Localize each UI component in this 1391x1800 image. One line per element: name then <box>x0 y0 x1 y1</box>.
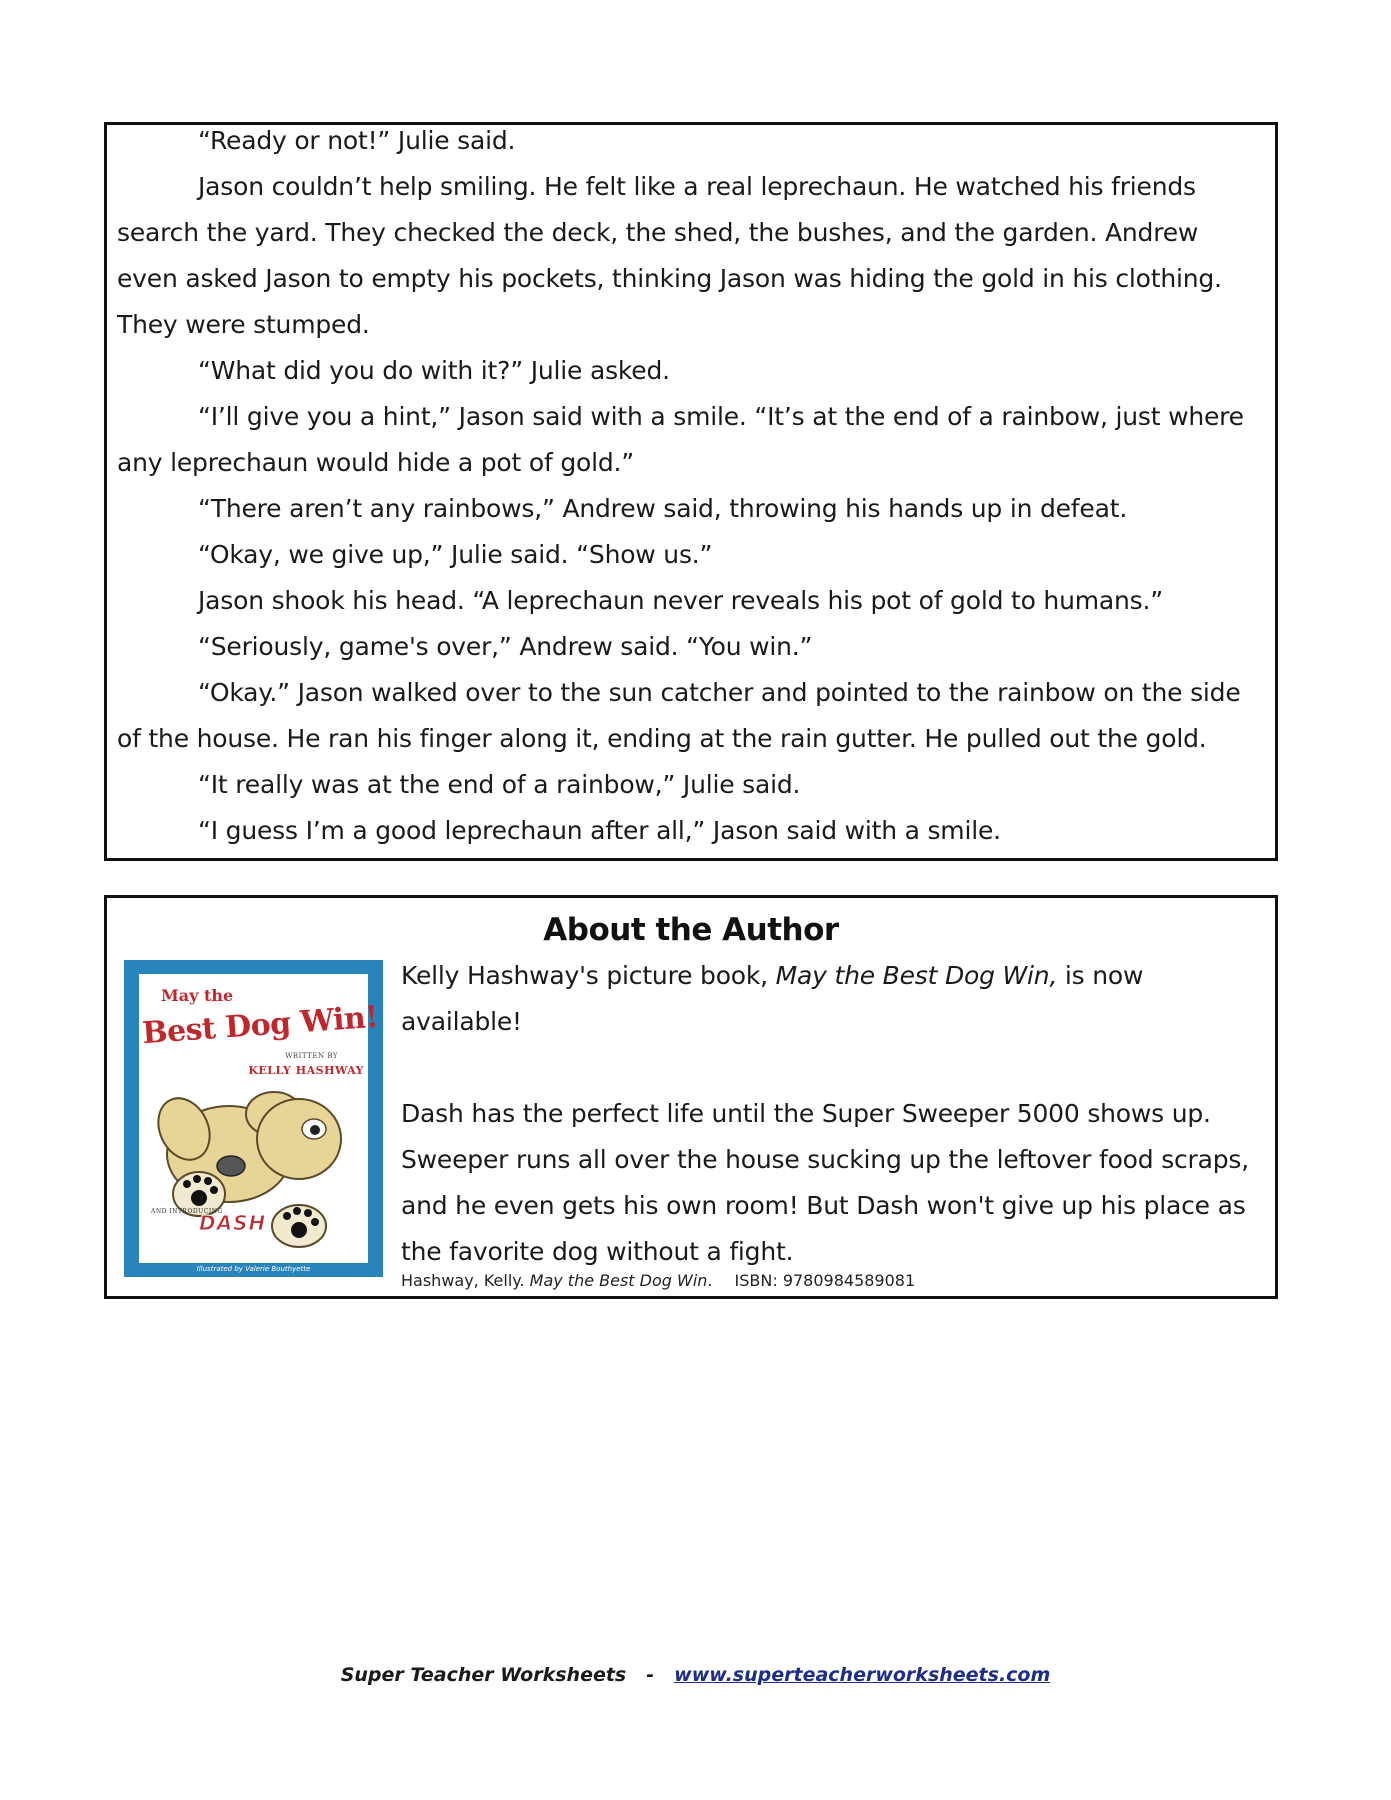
cover-title-line1: May the <box>161 986 234 1005</box>
cover-dash-title: DASH <box>199 1211 267 1235</box>
book-intro: Kelly Hashway's picture book, May the Best Dog Win, is now available! <box>401 961 1144 1036</box>
cover-title-line2: Best Dog Win! <box>141 999 380 1052</box>
about-author-box <box>104 895 1278 1299</box>
story-paragraph: Jason shook his head. “A leprechaun never reveals his pot of gold to humans.” <box>198 586 1163 615</box>
story-paragraph: “It really was at the end of a rainbow,” Julie said. <box>198 770 801 799</box>
story-paragraph: Jason couldn’t help smiling. He felt like a real leprechaun. He watched his friends search the yard. They checked the deck, the shed, the bushes, and the garden. Andrew even asked Jason to empty his pockets, thinking Jason was hiding the gold in his clothing. They were stumped. <box>117 172 1222 339</box>
about-author-text <box>401 953 1261 1275</box>
book-title: May the Best Dog Win, <box>775 961 1058 990</box>
story-paragraph: “I guess I’m a good leprechaun after all,” Jason said with a smile. <box>198 816 1001 845</box>
story-paragraph: “What did you do with it?” Julie asked. <box>198 356 670 385</box>
book-description: Dash has the perfect life until the Super Sweeper 5000 shows up. Sweeper runs all over the house sucking up the leftover food scraps, and he even gets his own room! But Dash won't give up his place as the favorite dog without a fight. <box>401 1099 1249 1266</box>
story-paragraph: “Okay, we give up,” Julie said. “Show us.” <box>198 540 713 569</box>
story-text <box>117 118 1265 854</box>
cover-introducing: AND INTRODUCING <box>151 1208 223 1215</box>
story-box <box>104 122 1278 861</box>
story-paragraph: “I’ll give you a hint,” Jason said with a smile. “It’s at the end of a rainbow, just where any leprechaun would hide a pot of gold.” <box>117 402 1244 477</box>
book-cover-image <box>124 960 383 1277</box>
story-paragraph: “There aren’t any rainbows,” Andrew said, throwing his hands up in defeat. <box>198 494 1128 523</box>
footer-website-link[interactable]: www.superteacherworksheets.com <box>674 1664 1051 1686</box>
story-paragraph: “Seriously, game's over,” Andrew said. “You win.” <box>198 632 813 661</box>
book-citation: Hashway, Kelly. May the Best Dog Win. ISBN: 9780984589081 <box>401 1271 916 1290</box>
about-author-heading: About the Author <box>543 912 839 948</box>
footer-brand: Super Teacher Worksheets <box>340 1664 627 1686</box>
cover-illustrator: Illustrated by Valerie Bouthyette <box>196 1265 311 1273</box>
page-footer: Super Teacher Worksheets - www.superteacherworksheets.com <box>340 1664 1051 1686</box>
isbn: ISBN: 9780984589081 <box>734 1271 916 1290</box>
story-paragraph: “Ready or not!” Julie said. <box>198 126 516 155</box>
cover-author: KELLY HASHWAY <box>248 1064 364 1077</box>
cover-written-by: WRITTEN BY <box>285 1052 338 1060</box>
story-paragraph: “Okay.” Jason walked over to the sun catcher and pointed to the rainbow on the side of the house. He ran his finger along it, ending at the rain gutter. He pulled out the gold. <box>117 678 1241 753</box>
